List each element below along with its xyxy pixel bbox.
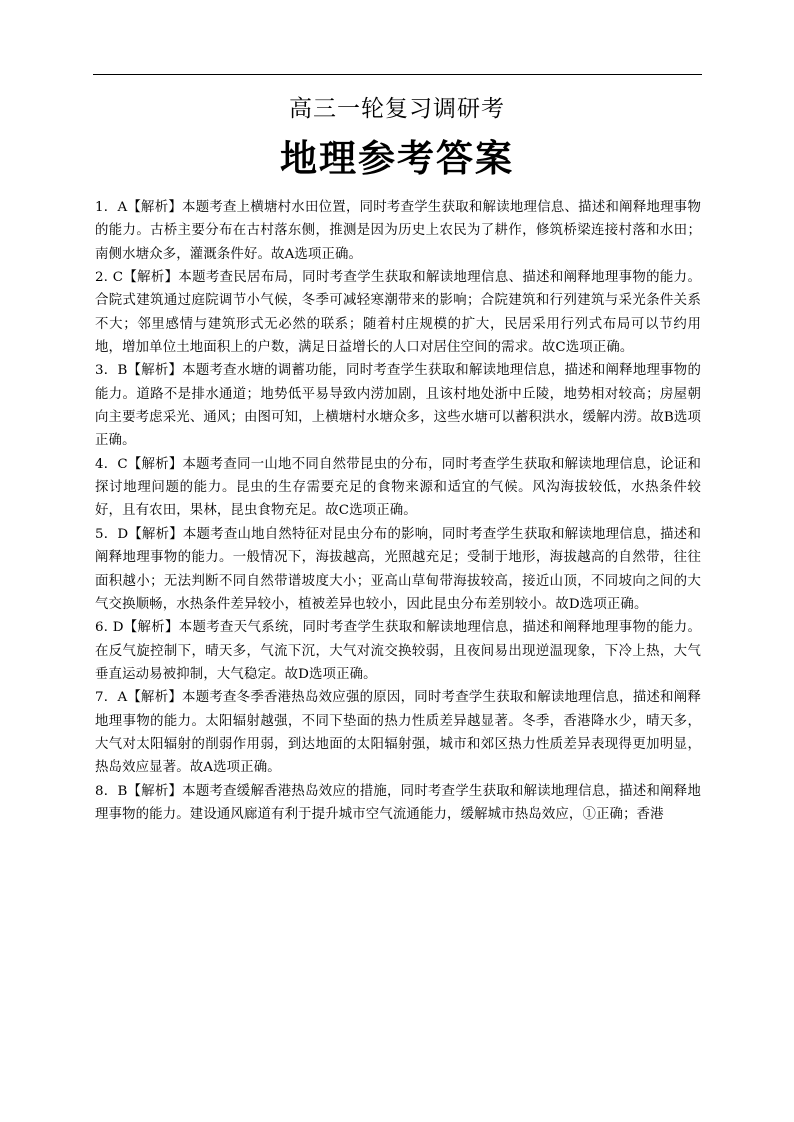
- answer-item-6: 6. D【解析】本题考查天气系统，同时考查学生获取和解读地理信息，描述和阐释地理事物的能力。在反气旋控制下，晴天多，气流下沉，大气对流交换较弱，且夜间易出现逆温现象，下冷上热，大气垂直运动易被抑制，大气稳定。故D选项正确。: [95, 620, 701, 682]
- answer-item-2: 2. C【解析】本题考查民居布局，同时考查学生获取和解读地理信息、描述和阐释地理事物的能力。合院式建筑通过庭院调节小气候，冬季可减轻寒潮带来的影响；合院建筑和行列建筑与采光条件关系不大；邻里感情与建筑形式无必然的联系；随着村庄规模的扩大，民居采用行列式布局可以节约用地，增加单位土地面积上的户数，满足日益增长的人口对居住空间的需求。故C选项正确。: [95, 270, 701, 355]
- page-subtitle: 高三一轮复习调研考: [289, 96, 505, 122]
- answer-item-8: 8．B【解析】本题考查缓解香港热岛效应的措施，同时考查学生获取和解读地理信息，描述和阐释地理事物的能力。建设通风廊道有利于提升城市空气流通能力，缓解城市热岛效应，①正确；香港: [95, 783, 701, 823]
- answer-item-4: 4．C【解析】本题考查同一山地不同自然带昆虫的分布，同时考查学生获取和解读地理信息，论证和探讨地理问题的能力。昆虫的生存需要充足的食物来源和适宜的气候。风沟海拔较低，水热条件较好，且有农田，果林，昆虫食物充足。故C选项正确。: [95, 456, 701, 519]
- header-rule: [93, 74, 702, 75]
- page-title: 地理参考答案: [280, 136, 514, 180]
- answer-item-7: 7．A【解析】本题考查冬季香港热岛效应强的原因，同时考查学生获取和解读地理信息，描述和阐释地理事物的能力。太阳辐射越强，不同下垫面的热力性质差异越显著。冬季，香港降水少，晴天多，大气对太阳辐射的削弱作用弱，到达地面的太阳辐射强，城市和郊区热力性质差异表现得更加明显，热岛效应显著。故A选项正确。: [95, 690, 701, 776]
- answer-list: [95, 196, 701, 827]
- answer-item-3: 3．B【解析】本题考查水塘的调蓄功能，同时考查学生获取和解读地理信息，描述和阐释地理事物的能力。道路不是排水通道；地势低平易导致内涝加剧，且该村地处浙中丘陵，地势相对较高；房屋朝向主要考虑采光、通风；由图可知，上横塘村水塘众多，这些水塘可以蓄积洪水，缓解内涝。故B选项正确。: [95, 363, 701, 449]
- answer-item-5: 5．D【解析】本题考查山地自然特征对昆虫分布的影响，同时考查学生获取和解读地理信息，描述和阐释地理事物的能力。一般情况下，海拔越高，光照越充足；受制于地形，海拔越高的自然带，往往面积越小；无法判断不同自然带谱坡度大小；亚高山草甸带海拔较高，接近山顶，不同坡向之间的大气交换顺畅，水热条件差异较小，植被差异也较小，因此昆虫分布差别较小。故D选项正确。: [95, 526, 701, 612]
- answer-item-1: 1．A【解析】本题考查上横塘村水田位置，同时考查学生获取和解读地理信息、描述和阐释地理事物的能力。古桥主要分布在古村落东侧，推测是因为历史上农民为了耕作，修筑桥梁连接村落和水田；南侧水塘众多，灌溉条件好。故A选项正确。: [95, 200, 701, 262]
